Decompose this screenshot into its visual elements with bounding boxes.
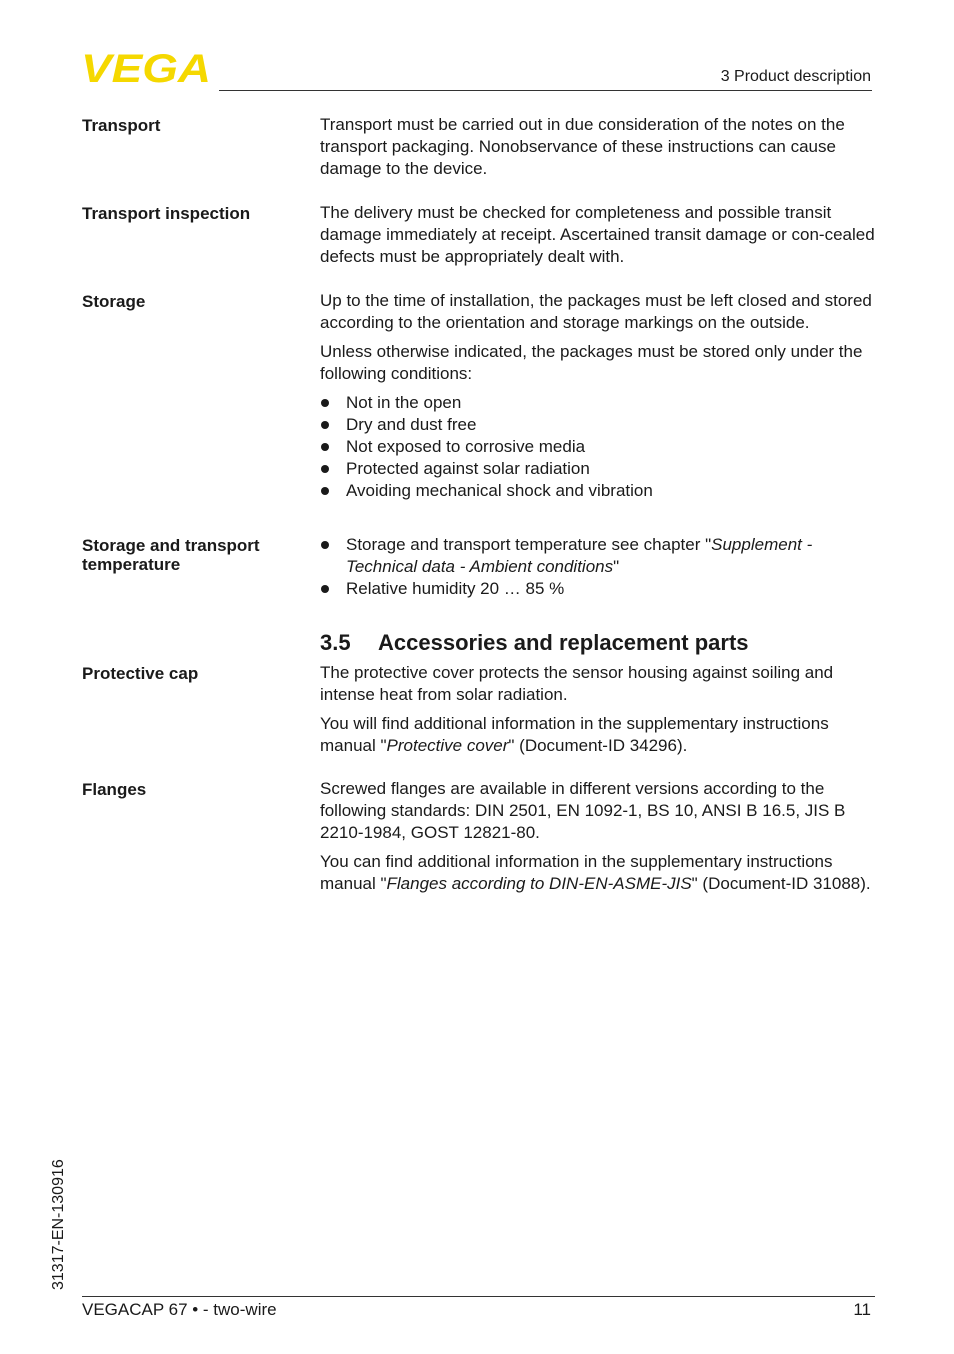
list-item: Relative humidity 20 … 85 % [320, 578, 875, 600]
storage-temperature-label [82, 536, 260, 574]
footer-rule [82, 1296, 875, 1297]
protective-cap-label: Protective cap [82, 664, 199, 683]
header-rule [219, 90, 872, 91]
transport-inspection-label: Transport inspection [82, 204, 251, 223]
protective-cap-text-start: You will find additional information in the supplementary instructions manual " [320, 714, 829, 755]
protective-cap-text [320, 662, 875, 757]
storage-temperature-label-line-1: Storage and transport [82, 536, 260, 555]
storage-temperature-list [320, 534, 875, 600]
supplement-reference: Supplement - Technical data - Ambient conditions [346, 535, 813, 576]
storage-paragraph-1: Up to the time of installation, the packages must be left closed and stored according to the orientation and storage markings on the outside. [320, 291, 872, 332]
temperature-text-end: " [613, 557, 620, 576]
storage-text [320, 290, 875, 502]
storage-label: Storage [82, 292, 146, 311]
list-item: Not exposed to corrosive media [320, 436, 875, 458]
transport-inspection-paragraph: The delivery must be checked for completeness and possible transit damage immediately at receipt. Ascertained transit damage or con-cealed defects must be appropriately dealt with. [320, 203, 875, 266]
flanges-label: Flanges [82, 780, 147, 799]
transport-paragraph: Transport must be carried out in due consideration of the notes on the transport packaging. Nonobservance of these instructions can cause damage to the device. [320, 115, 845, 178]
flanges-text-end: " (Document-ID 31088). [691, 874, 871, 893]
list-item [320, 534, 875, 578]
storage-temperature-label-line-2: temperature [82, 555, 181, 574]
protective-cap-text-end: " (Document-ID 34296). [508, 736, 688, 755]
storage-conditions-list [320, 392, 875, 502]
protective-cover-reference: Protective cover [386, 736, 509, 755]
vega-logo [81, 52, 213, 84]
storage-temperature-text [320, 534, 875, 600]
temperature-text: Storage and transport temperature see chapter " [346, 535, 712, 554]
list-item: Protected against solar radiation [320, 458, 875, 480]
flanges-reference: Flanges according to DIN-EN-ASME-JIS [386, 874, 692, 893]
flanges-text [320, 778, 875, 895]
storage-paragraph-2: Unless otherwise indicated, the packages must be stored only under the following conditions: [320, 342, 863, 383]
list-item: Not in the open [320, 392, 875, 414]
protective-cap-paragraph-1: The protective cover protects the sensor housing against soiling and intense heat from solar radiation. [320, 663, 834, 704]
page-number: 11 [853, 1300, 871, 1319]
list-item: Dry and dust free [320, 414, 875, 436]
section-title: Accessories and replacement parts [378, 630, 749, 655]
section-number: 3.5 [320, 630, 351, 655]
document-id: 31317-EN-130916 [50, 1159, 67, 1290]
flanges-text-start: You can find additional information in the supplementary instructions manual " [320, 852, 833, 893]
transport-inspection-text [320, 202, 875, 268]
header-section-title: 3 Product description [720, 68, 871, 85]
footer-product-name: VEGACAP 67 • - two-wire [82, 1300, 277, 1319]
transport-label: Transport [82, 116, 161, 135]
flanges-paragraph-1: Screwed flanges are available in different versions according to the following standards: DIN 2501, EN 1092-1, BS 10, ANSI B 16.5, JIS B 2210-1984, GOST 12821-80. [320, 779, 846, 842]
flanges-paragraph-2 [320, 851, 875, 895]
transport-text [320, 114, 875, 180]
list-item: Avoiding mechanical shock and vibration [320, 480, 875, 502]
protective-cap-paragraph-2 [320, 713, 875, 757]
logo-wordmark: VEGA [81, 52, 211, 84]
section-heading [320, 630, 749, 656]
